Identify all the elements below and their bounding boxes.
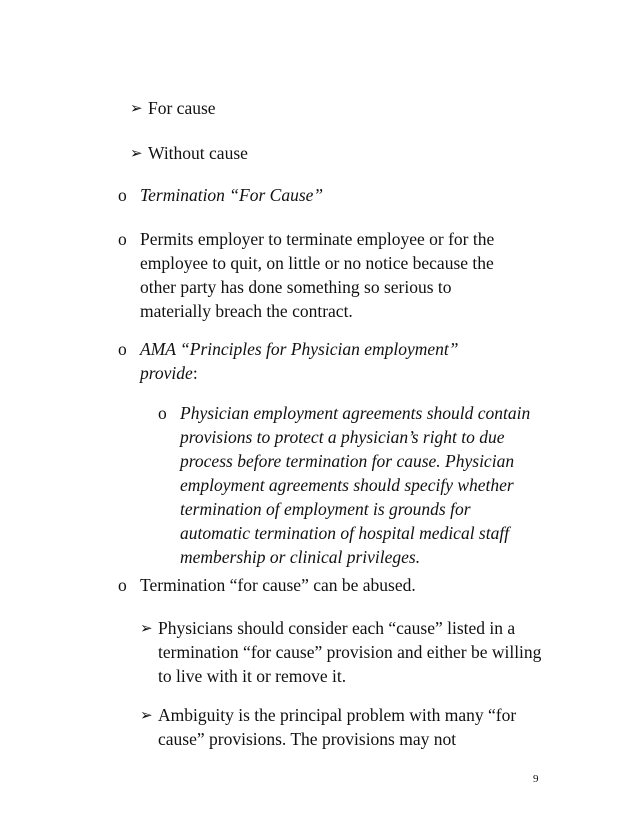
circle-bullet-icon: o — [118, 339, 127, 359]
bullet-permits — [118, 227, 518, 323]
arrow-bullet-icon: ➢ — [140, 621, 153, 637]
arrow-bullet-icon: ➢ — [140, 708, 153, 724]
bullet-text: Termination “for cause” can be abused. — [140, 575, 416, 595]
bullet-text: Termination “For Cause” — [140, 185, 324, 205]
bullet-text: Physicians should consider each “cause” listed in a termination “for cause” provision and either be willing to live with it or remove it. — [158, 618, 542, 686]
ama-principles-text: AMA “Principles for Physician employment” provide — [140, 339, 459, 383]
bullet-termination-heading — [118, 183, 558, 207]
bullet-ama-sub — [158, 401, 543, 569]
bullet-ambiguity — [140, 703, 550, 751]
circle-bullet-icon: o — [158, 403, 167, 423]
circle-bullet-icon: o — [118, 575, 127, 595]
bullet-text: Physician employment agreements should contain provisions to protect a physician’s right to due process before termination for cause. Physician employment agreements should specify whether termination of employment is grounds for automatic termination of hospital medical staff membership or clinical privileges. — [180, 403, 531, 567]
bullet-text: For cause — [148, 98, 216, 118]
bullet-text: Permits employer to terminate employee or for the employee to quit, on little or no notice because the other party has done something so serious to materially breach the contract. — [140, 229, 495, 321]
ama-colon: : — [192, 363, 198, 383]
arrow-bullet-icon: ➢ — [130, 101, 143, 117]
circle-bullet-icon: o — [118, 185, 127, 205]
bullet-for-cause — [130, 96, 550, 120]
bullet-abused — [118, 573, 558, 597]
bullet-without-cause — [130, 141, 550, 165]
bullet-text — [118, 337, 498, 385]
bullet-ama-principles — [118, 337, 498, 385]
bullet-text: Without cause — [148, 143, 248, 163]
bullet-physicians-consider — [140, 616, 550, 688]
circle-bullet-icon: o — [118, 229, 127, 249]
page-number: 9 — [533, 773, 539, 785]
bullet-text: Ambiguity is the principal problem with many “for cause” provisions. The provisions may not — [158, 705, 517, 749]
arrow-bullet-icon: ➢ — [130, 146, 143, 162]
